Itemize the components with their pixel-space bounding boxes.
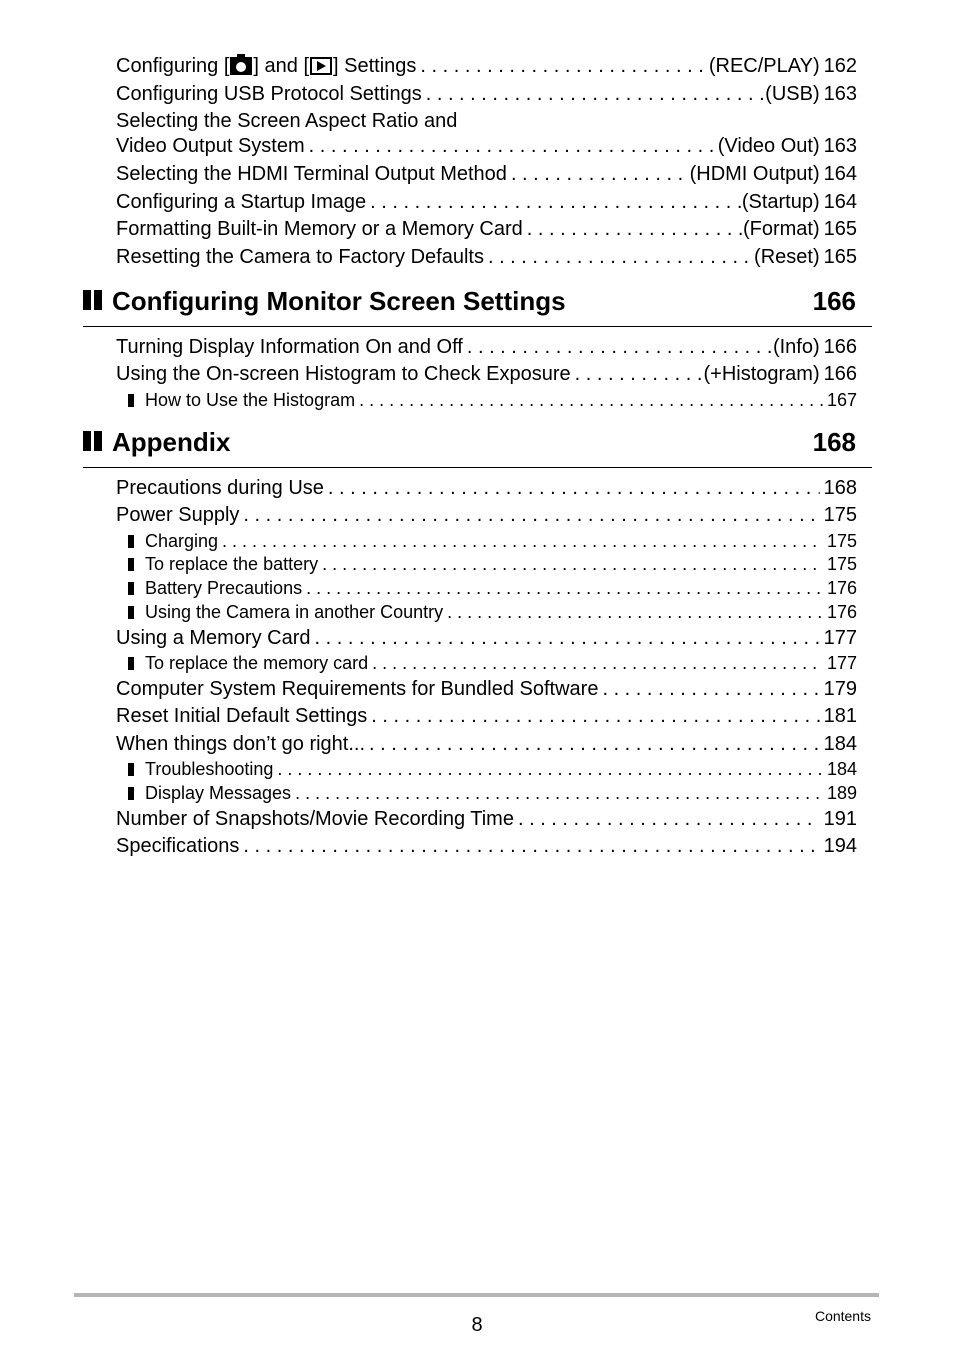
bullet-icon [128,558,134,571]
toc-entry-when-things-go-wrong[interactable] [116,732,857,756]
toc-entry-page: 176 [826,602,857,622]
toc-entry-page: 184 [826,759,857,779]
toc-entry-label: Specifications [116,835,240,857]
bullet-icon [128,657,134,670]
toc-entry-system-requirements[interactable] [116,677,857,701]
toc-entry-page: 184 [823,733,857,755]
toc-entry-page: 179 [823,678,857,700]
toc-entry-label: Configuring USB Protocol Settings [116,83,422,105]
section-marker-icon [83,431,103,451]
toc-entry-label: When things don’t go right... [116,733,366,755]
toc-entry-precautions[interactable] [116,476,857,500]
toc-entry-tag: (USB) [765,83,820,105]
toc-entry-reset-defaults[interactable] [116,704,857,728]
toc-entry-label: Resetting the Camera to Factory Defaults [116,246,484,268]
leader-dots [463,335,773,359]
toc-entry-memory-card[interactable] [116,626,857,650]
toc-entry-label: Using the Camera in another Country [128,601,443,623]
leader-dots [239,503,819,527]
toc-entry-label: Using a Memory Card [116,627,311,649]
leader-dots [302,577,823,599]
toc-entry-tag: (Format) [742,218,820,240]
toc-entry-page: 175 [826,531,857,551]
leader-dots [422,82,765,106]
section-page: 166 [812,286,856,316]
toc-entry-tag: (Reset) [754,246,820,268]
leader-dots [324,476,820,500]
leader-dots [318,553,823,575]
section-title: Appendix [112,427,231,457]
toc-entry-histogram[interactable] [116,362,857,386]
toc-entry-page: 164 [823,191,857,213]
bullet-icon [128,763,134,776]
toc-entry-label: Charging [128,530,218,552]
section-heading-appendix[interactable] [83,425,872,468]
bullet-icon [128,787,134,800]
toc-entry-label: Configuring a Startup Image [116,191,367,213]
toc-entry-page: 175 [826,554,857,574]
section-heading-monitor[interactable] [83,284,872,327]
toc-entry-hdmi-output[interactable] [116,162,857,186]
toc-entry-format[interactable] [116,217,857,241]
bullet-icon [128,535,134,548]
toc-entry-power-supply[interactable] [116,503,857,527]
toc-entry-specifications[interactable] [116,834,857,858]
page-number: 8 [471,1314,483,1336]
leader-dots [291,782,823,804]
leader-dots [365,732,820,756]
toc-entry-page: 164 [823,163,857,185]
leader-dots [305,134,718,158]
toc-entry-page: 165 [823,218,857,240]
section-marker-icon [83,290,103,310]
toc-entry-tag: (+Histogram) [703,363,820,385]
leader-dots [366,190,742,214]
toc-entry-label: Display Messages [128,782,291,804]
toc-entry-label: Precautions during Use [116,477,324,499]
toc-entry-startup[interactable] [116,190,857,214]
toc-subentry-troubleshooting[interactable] [128,758,857,780]
toc-entry-page: 177 [826,653,857,673]
toc-entry-label: To replace the battery [128,553,318,575]
leader-dots [273,758,823,780]
toc-entry-page: 176 [826,578,857,598]
toc-entry-label: Selecting the Screen Aspect Ratio and [116,110,458,132]
leader-dots [311,626,820,650]
leader-dots [507,162,690,186]
leader-dots [218,530,823,552]
toc-subentry-replace-memory-card[interactable] [128,652,857,674]
toc-subentry-another-country[interactable] [128,601,857,623]
toc-entry-page: 163 [823,83,857,105]
toc-entry-page: 189 [826,783,857,803]
toc-entry-page: 166 [823,363,857,385]
toc-entry-info[interactable] [116,335,857,359]
toc-entry-rec-play[interactable] [116,54,857,78]
leader-dots [367,704,819,728]
leader-dots [368,652,823,674]
toc-entry-label: To replace the memory card [128,652,368,674]
toc-subentry-replace-battery[interactable] [128,553,857,575]
toc-entry-page: 166 [823,336,857,358]
toc-entry-label: Troubleshooting [128,758,273,780]
toc-entry-page: 175 [823,504,857,526]
toc-entry-label: Battery Precautions [128,577,302,599]
toc-entry-label: How to Use the Histogram [128,389,355,411]
toc-entry-snapshots-recording-time[interactable] [116,807,857,831]
toc-entry-reset[interactable] [116,245,857,269]
toc-entry-aspect-ratio-line1[interactable] [116,109,857,133]
play-icon [310,57,332,75]
bullet-icon [128,606,134,619]
toc-entry-page: 194 [823,835,857,857]
toc-entry-label: Turning Display Information On and Off [116,336,463,358]
leader-dots [598,677,819,701]
bullet-icon [128,394,134,407]
toc-entry-page: 167 [826,390,857,410]
toc-subentry-battery-precautions[interactable] [128,577,857,599]
toc-entry-label: Computer System Requirements for Bundled Software [116,678,599,700]
toc-entry-label: Power Supply [116,504,240,526]
section-title: Configuring Monitor Screen Settings [112,286,566,316]
toc-entry-tag: (REC/PLAY) [708,55,820,77]
toc-entry-label: Number of Snapshots/Movie Recording Time [116,808,514,830]
toc-entry-tag: (Info) [772,336,820,358]
toc-entry-tag: (Startup) [741,191,820,213]
bullet-icon [128,582,134,595]
toc-entry-page: 181 [823,705,857,727]
toc-entry-video-out[interactable] [116,134,857,158]
leader-dots [484,245,754,269]
footer-section-label: Contents [814,1308,871,1324]
toc-entry-label: Configuring [ ] and [ ] Settings [116,55,417,77]
toc-entry-label: Formatting Built-in Memory or a Memory Card [116,218,523,240]
toc-entry-tag: (HDMI Output) [689,163,820,185]
leader-dots [355,389,823,411]
toc-subentry-how-to-use-histogram[interactable] [128,389,857,411]
toc-entry-page: 162 [823,55,857,77]
toc-entry-tag: (Video Out) [717,135,820,157]
toc-entry-page: 165 [823,246,857,268]
leader-dots [523,217,743,241]
toc-subentry-charging[interactable] [128,530,857,552]
leader-dots [416,54,708,78]
toc-entry-page: 168 [823,477,857,499]
leader-dots [443,601,823,623]
toc-entry-usb[interactable] [116,82,857,106]
footer-divider [74,1293,879,1297]
toc-entry-label: Video Output System [116,135,305,157]
toc-entry-page: 177 [823,627,857,649]
camera-icon [230,57,252,75]
toc-entry-page: 191 [823,808,857,830]
leader-dots [514,807,820,831]
leader-dots [239,834,819,858]
section-page: 168 [812,427,856,457]
toc-subentry-display-messages[interactable] [128,782,857,804]
toc-entry-label: Selecting the HDMI Terminal Output Method [116,163,507,185]
toc-entry-page: 163 [823,135,857,157]
toc-entry-label: Reset Initial Default Settings [116,705,368,727]
leader-dots [571,362,704,386]
toc-entry-label: Using the On-screen Histogram to Check Exposure [116,363,571,385]
